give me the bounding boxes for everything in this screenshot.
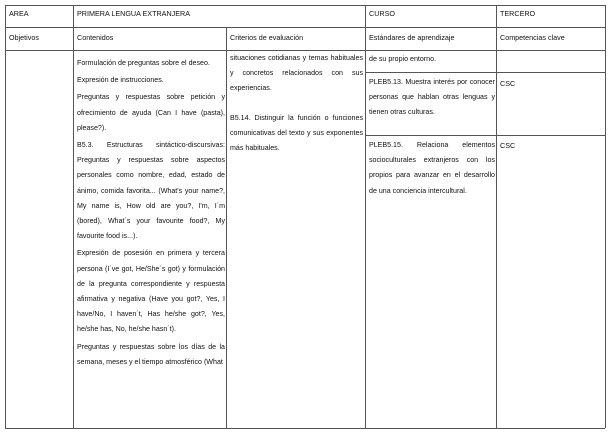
curso-label: CURSO [369,9,395,18]
competencia-value: CSC [500,141,516,150]
area-value: PRIMERA LENGUA EXTRANJERA [77,9,191,18]
column-header-estandares: Estándares de aprendizaje [369,33,455,42]
curso-value: TERCERO [500,9,536,18]
row-divider [365,72,605,73]
column-divider [605,5,606,428]
column-divider [226,27,227,428]
estandares-cell [369,52,495,71]
contenidos-paragraph: B5.3. Estructuras sintáctico-discursivas: Preguntas y respuestas sobre aspectos personales como nombre, edad, estado de ánimo, comida favorita... (What's your name?, My name is, How old are you?, I'm, I´m (bored), What´s your favourite food?, My favourite food is...). [77,141,225,241]
column-header-competencias: Competencias clave [500,33,565,42]
contenidos-paragraph: Expresión de posesión en primera y tercera persona (I´ve got, He/She´s got) y formulación de la pregunta correspondiente y respuesta afirmativa y negativa (Have you got?, Yes, I have/No, I haven´t, Has he/she got?, Yes, he/she has, No, he/she hasn´t). [77,249,225,334]
competencia-value: CSC [500,79,516,88]
column-header-objetivos: Objetivos [9,33,39,42]
estandares-paragraph: PLEB5.15. Relaciona elementos socioculturales extranjeros con los propios para avanzar en el desarrollo de una conciencia intercultural. [369,141,495,195]
column-divider [496,5,497,428]
column-divider [365,5,366,428]
column-header-contenidos: Contenidos [77,33,114,42]
area-label: AREA [9,9,29,18]
estandares-cell [369,75,495,134]
contenidos-paragraph: Expresión de instrucciones. [77,76,164,85]
criterios-paragraph: situaciones cotidianas y temas habituales y concretos relacionados con sus experiencias. [230,54,363,93]
estandares-paragraph: PLEB5.13. Muestra interés por conocer personas que hablan otras lenguas y tienen otras culturas. [369,78,495,117]
column-header-criterios: Criterios de evaluación [230,33,304,42]
criterios-cell [230,51,363,421]
column-divider [73,5,74,428]
estandares-paragraph: de su propio entorno. [369,55,437,63]
row-divider [365,135,605,136]
column-divider [5,5,6,428]
criterios-paragraph: B5.14. Distinguir la función o funciones comunicativas del texto y sus exponentes más habituales. [230,113,363,153]
contenidos-paragraph: Formulación de preguntas sobre el deseo. [77,59,210,67]
contenidos-paragraph: Preguntas y respuestas sobre petición y ofrecimiento de ayuda (Can I have (pasta), please?). [77,93,225,132]
table-rule-bottom [5,428,605,429]
estandares-cell [369,138,495,214]
contenidos-cell [77,56,225,424]
table-rule-header [5,27,605,28]
contenidos-paragraph: Preguntas y respuestas sobre los días de la semana, meses y el tiempo atmosférico (What [77,342,225,366]
table-rule-top [5,5,605,6]
